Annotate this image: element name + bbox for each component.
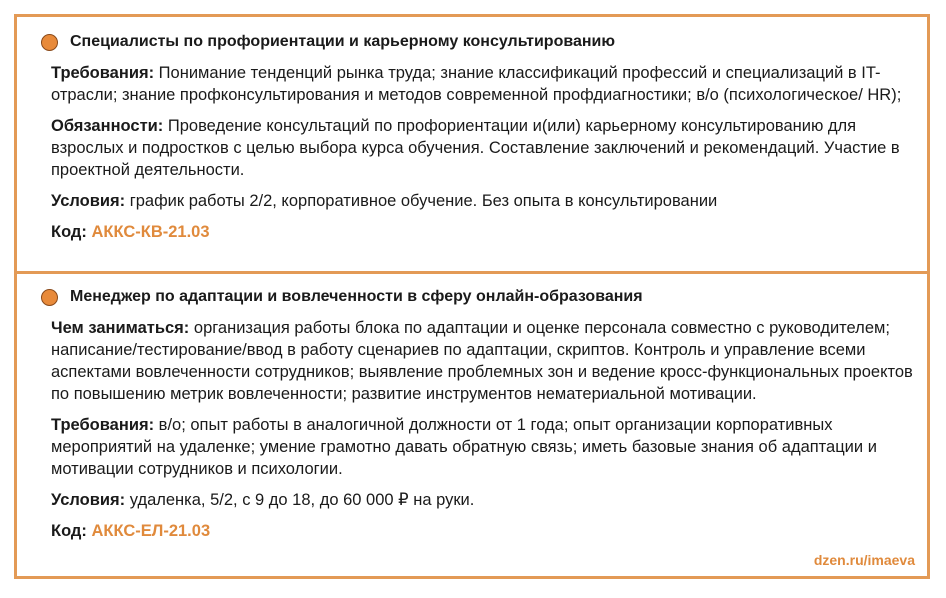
job-section-1 — [41, 32, 915, 252]
paragraph-text: график работы 2/2, корпоративное обучение. Без опыта в консультировании — [125, 192, 718, 210]
job-title: Специалисты по профориентации и карьерному консультированию — [70, 33, 616, 50]
paragraph-text: Проведение консультаций по профориентации и(или) карьерному консультированию для взрослых и подростков с целью выбора курса обучения. Составление заключений и рекомендаций. Участие в проектной деятельности. — [51, 117, 900, 179]
job-title-row — [41, 32, 915, 52]
paragraph-label: Требования: — [51, 416, 155, 434]
paragraph-text: удаленка, 5/2, с 9 до 18, до 60 000 ₽ на руки. — [125, 491, 475, 509]
job-section-2 — [41, 287, 915, 551]
vacancy-card — [14, 14, 930, 579]
code-line — [51, 520, 915, 542]
paragraph-text: в/о; опыт работы в аналогичной должности от 1 года; опыт организации корпоративных мероприятий на удаленке; умение грамотно давать обратную связь; иметь базовые знания об адаптации и мотивации сотрудников и психологии. — [51, 416, 877, 478]
requirements-paragraph — [51, 414, 915, 480]
job-title: Менеджер по адаптации и вовлеченности в сферу онлайн-образования — [70, 288, 643, 305]
paragraph-text: Понимание тенденций рынка труда; знание классификаций профессий и специализаций в IT-отрасли; знание профконсультирования и методов современной профдиагностики; в/о (психологическое/ HR); — [51, 64, 902, 104]
tasks-paragraph — [51, 317, 915, 405]
code-line — [51, 221, 915, 243]
code-label: Код: — [51, 223, 92, 241]
bullet-circle-icon — [41, 34, 58, 51]
vacancy-code: АККС-ЕЛ-21.03 — [91, 522, 211, 540]
paragraph-label: Условия: — [51, 491, 126, 509]
paragraph-label: Условия: — [51, 192, 126, 210]
duties-paragraph — [51, 115, 915, 181]
code-label: Код: — [51, 522, 92, 540]
job-title-row — [41, 287, 915, 307]
paragraph-label: Требования: — [51, 64, 155, 82]
paragraph-label: Обязанности: — [51, 117, 164, 135]
conditions-paragraph — [51, 489, 915, 511]
vacancy-code: АККС-КВ-21.03 — [91, 223, 210, 241]
bullet-circle-icon — [41, 289, 58, 306]
section-divider — [17, 271, 927, 274]
source-watermark: dzen.ru/imaeva — [813, 552, 915, 568]
requirements-paragraph — [51, 62, 915, 106]
paragraph-label: Чем заниматься: — [51, 319, 190, 337]
conditions-paragraph — [51, 190, 915, 212]
paragraph-text: организация работы блока по адаптации и оценке персонала совместно с руководителем; написание/тестирование/ввод в работу сценариев по адаптации, скриптов. Контроль и управление всеми аспектами вовлеченности сотрудников; выявление проблемных зон и ведение кросс-функциональных проектов по повышению метрик вовлеченности; развитие инструментов нематериальной мотивации. — [51, 319, 913, 403]
